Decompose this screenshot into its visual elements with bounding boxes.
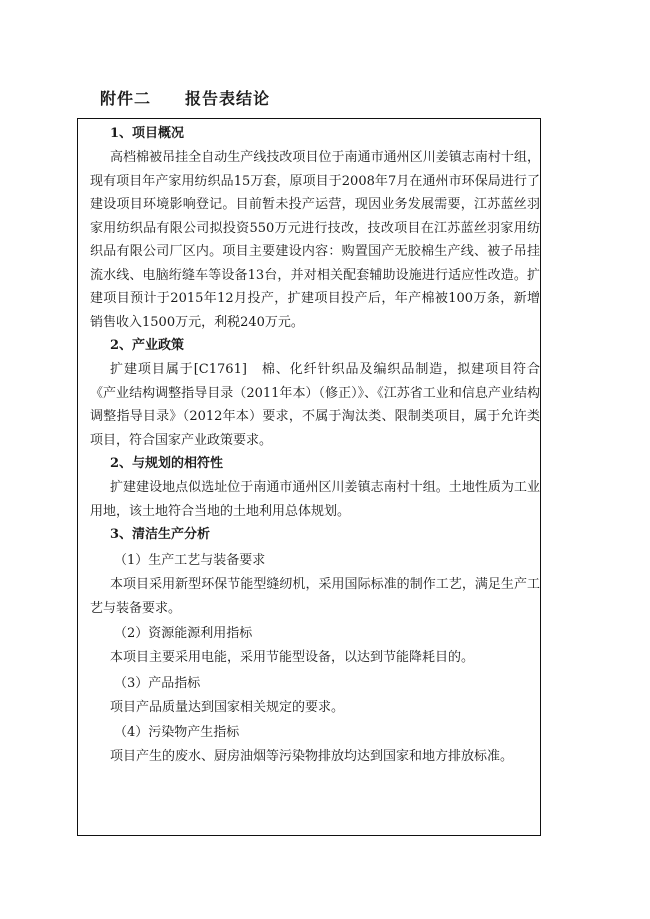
section-title-policy: 2、产业政策: [110, 338, 185, 353]
subsection-body-resources: 本项目主要采用电能，采用节能型设备，以达到节能降耗目的。: [110, 650, 475, 665]
section-title-planning: 2、与规划的相符性: [110, 456, 224, 471]
section-body-planning: 扩建建设地点似选址位于南通市通州区川姜镇志南村十组。土地性质为工业用地，该土地符合当地的土地利用总体规划。: [90, 480, 540, 519]
page-heading: [100, 86, 270, 109]
page-title: 报告表结论: [185, 89, 271, 108]
attachment-label: 附件二: [100, 89, 152, 108]
subsection-title-product: （3）产品指标: [114, 675, 201, 691]
conclusion-content: [90, 122, 540, 769]
section-title-overview: 1、项目概况: [110, 126, 185, 141]
subsection-title-pollutants: （4）污染物产生指标: [114, 725, 240, 740]
subsection-title-resources: （2）资源能源利用指标: [114, 626, 253, 641]
section-body-overview: 高档棉被吊挂全自动生产线技改项目位于南通市通州区川姜镇志南村十组，现有项目年产家用纺织品15万套，原项目于2008年7月在通州市环保局进行了建设项目环境影响登记。目前暂未投产运营，现因业务发展需要，江苏蓝丝羽家用纺织品有限公司拟投资550万元进行技改，技改项目在江苏蓝丝羽家用纺织品有限公司厂区内。项目主要建设内容：购置国产无胶棉生产线、被子吊挂流水线、电脑绗缝车等设备13台，并对相关配套辅助设施进行适应性改造。扩建项目预计于2015年12月投产，扩建项目投产后，年产棉被100万条，新增销售收入1500万元，利税240万元。: [90, 150, 540, 330]
section-title-clean-production: 3、清洁生产分析: [110, 527, 211, 542]
subsection-body-pollutants: 项目产生的废水、厨房油烟等污染物排放均达到国家和地方排放标准。: [110, 749, 514, 764]
section-body-policy: 扩建项目属于[C1761] 棉、化纤针织品及编织品制造，拟建项目符合《产业结构调整指导目录（2011年本）（修正）》、《江苏省工业和信息产业结构调整指导目录》（2012年本）要求，不属于淘汰类、限制类项目，属于允许类项目，符合国家产业政策要求。: [90, 362, 540, 448]
subsection-title-process: （1）生产工艺与装备要求: [114, 553, 266, 568]
subsection-body-process: 本项目采用新型环保节能型缝纫机，采用国际标准的制作工艺，满足生产工艺与装备要求。: [90, 577, 540, 616]
subsection-body-product: 项目产品质量达到国家相关规定的要求。: [110, 699, 345, 715]
